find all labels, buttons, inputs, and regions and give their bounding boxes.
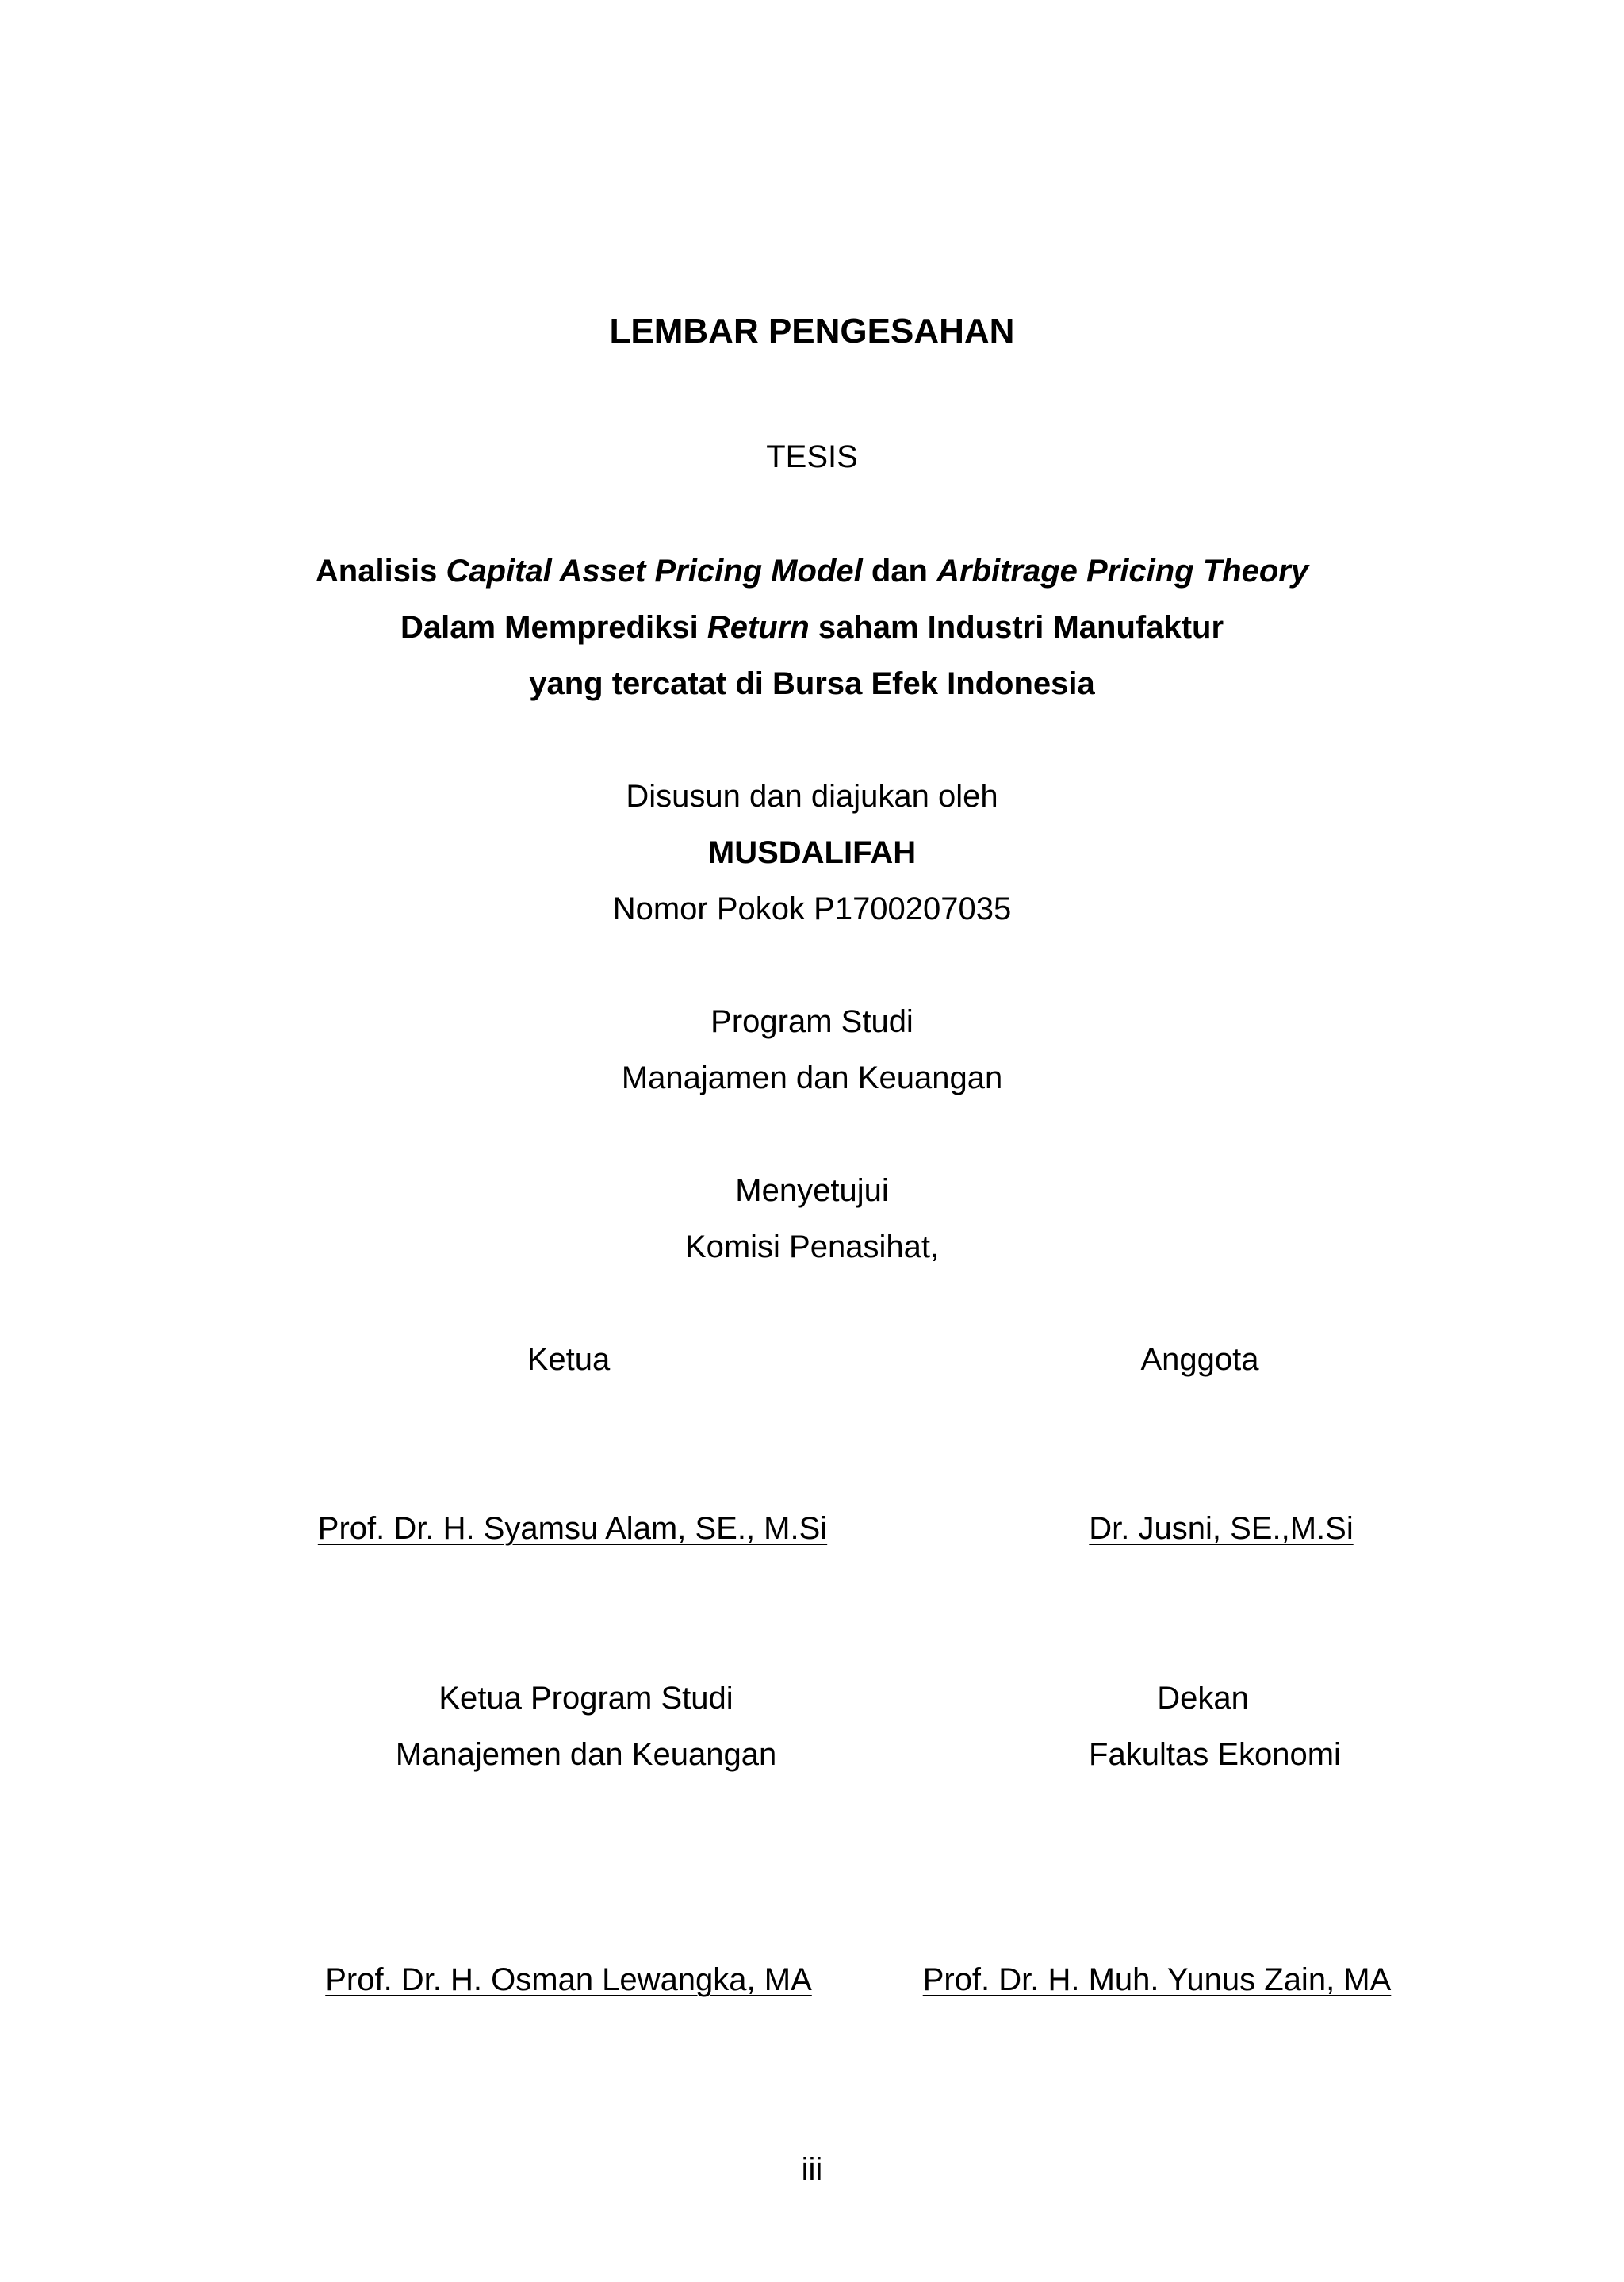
thesis-title-line-1-part-2: Capital Asset Pricing Model [446,554,863,589]
thesis-title-line-3: yang tercatat di Bursa Efek Indonesia [529,666,1095,701]
program-name: Manajamen dan Keuangan [621,1060,1003,1095]
student-id: Nomor Pokok P1700207035 [612,892,1012,926]
thesis-title-line-2-part-1: Dalam Memprediksi [400,610,707,645]
author-name: MUSDALIFAH [707,835,917,870]
member-role: Anggota [1140,1342,1259,1377]
right-official-role-1: Dekan [1157,1681,1249,1716]
page-number: iii [801,2152,823,2187]
thesis-title-line-2-part-3: saham Industri Manufaktur [809,610,1224,645]
page-heading: LEMBAR PENGESAHAN [609,312,1015,351]
left-official-role-1: Ketua Program Studi [439,1681,733,1716]
document-type: TESIS [766,439,858,474]
right-official-name: Prof. Dr. H. Muh. Yunus Zain, MA [922,1962,1392,1997]
program-label: Program Studi [710,1004,914,1039]
chair-name: Prof. Dr. H. Syamsu Alam, SE., M.Si [317,1511,828,1546]
thesis-title-line-1-part-1: Analisis [315,554,446,589]
thesis-title-line-2 [0,608,1624,646]
chair-role: Ketua [527,1342,611,1377]
right-official-role-2: Fakultas Ekonomi [1089,1737,1341,1772]
thesis-title-line-1-part-4: Arbitrage Pricing Theory [936,554,1309,589]
thesis-title-line-1 [0,552,1624,590]
author-intro: Disusun dan diajukan oleh [626,779,998,814]
left-official-name: Prof. Dr. H. Osman Lewangka, MA [325,1962,812,1997]
approval-line-2: Komisi Penasihat, [684,1229,940,1264]
member-name: Dr. Jusni, SE.,M.Si [1089,1511,1354,1546]
approval-line-1: Menyetujui [735,1173,889,1208]
thesis-title-line-1-part-3: dan [862,554,937,589]
thesis-title-line-2-part-2: Return [707,610,810,645]
left-official-role-2: Manajemen dan Keuangan [395,1737,777,1772]
